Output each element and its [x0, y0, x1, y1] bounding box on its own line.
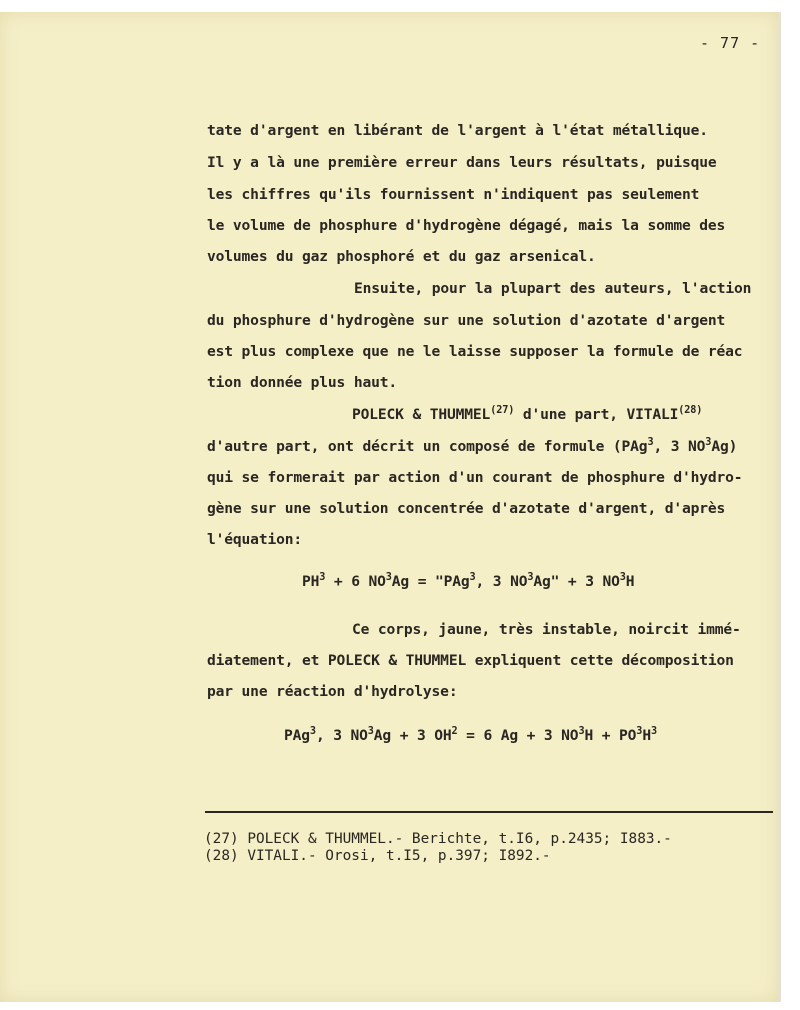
text-line: l'équation:: [207, 531, 302, 548]
text-line: Il y a là une première erreur dans leurs résultats, puisque: [207, 154, 717, 171]
footnote: (27) POLECK & THUMMEL.- Berichte, t.I6, p.2435; I883.-: [204, 831, 672, 847]
text-span: , 3 NO: [653, 438, 706, 455]
text-line: diatement, et POLECK & THUMMEL expliquent cette décomposition: [207, 652, 734, 669]
author-names: POLECK & THUMMEL: [352, 406, 491, 423]
superscript: 2: [451, 726, 458, 738]
eq-part: Ag = "PAg: [391, 573, 470, 590]
eq-part: H + PO: [584, 727, 637, 744]
eq-part: H: [642, 727, 651, 744]
text-line: le volume de phosphure d'hydrogène dégagé, mais la somme des: [207, 217, 726, 234]
eq-part: + 6 NO: [325, 573, 386, 590]
text-line: du phosphure d'hydrogène sur une solution d'azotate d'argent: [207, 312, 726, 329]
superscript: 3: [527, 572, 534, 584]
reference-28: (28): [678, 405, 703, 417]
text-line: gène sur une solution concentrée d'azotate d'argent, d'après: [207, 500, 726, 517]
footnote: (28) VITALI.- Orosi, t.I5, p.397; I892.-: [204, 848, 551, 864]
footnote-rule: [205, 811, 773, 813]
eq-part: PH: [302, 573, 320, 590]
superscript: 3: [367, 726, 374, 738]
text-line: par une réaction d'hydrolyse:: [207, 683, 458, 700]
eq-part: , 3 NO: [475, 573, 528, 590]
superscript: 3: [469, 572, 476, 584]
eq-part: PAg: [284, 727, 310, 744]
equation-2: [284, 727, 657, 744]
text-line: tate d'argent en libérant de l'argent à l'état métallique.: [207, 122, 708, 139]
eq-part: H: [625, 573, 635, 590]
equation-1: [302, 573, 634, 590]
eq-part: Ag + 3 OH: [373, 727, 452, 744]
superscript: 3: [319, 572, 326, 584]
text-span: d'une part, VITALI: [522, 406, 679, 423]
superscript: 3: [619, 572, 626, 584]
superscript: 3: [578, 726, 585, 738]
page-number: - 77 -: [700, 34, 761, 52]
text-line-poleck: [352, 405, 800, 425]
reference-27: (27): [490, 405, 515, 417]
eq-part: = 6 Ag + 3 NO: [457, 727, 579, 744]
text-line: les chiffres qu'ils fournissent n'indiquent pas seulement: [207, 186, 700, 203]
superscript: 3: [309, 726, 316, 738]
superscript: 3: [705, 437, 712, 449]
text-line: tion donnée plus haut.: [207, 374, 397, 391]
superscript: 3: [650, 726, 657, 738]
text-span: Ag): [711, 438, 738, 455]
superscript: 3: [385, 572, 392, 584]
sheet-edge: [778, 12, 781, 1002]
text-span: d'autre part, ont décrit un composé de formule (PAg: [207, 438, 648, 455]
text-line: est plus complexe que ne le laisse supposer la formule de réac: [207, 343, 743, 360]
superscript: 3: [636, 726, 643, 738]
eq-part: , 3 NO: [315, 727, 368, 744]
text-line: Ensuite, pour la plupart des auteurs, l'action: [354, 280, 752, 297]
superscript: 3: [647, 437, 654, 449]
text-line: Ce corps, jaune, très instable, noircit immé-: [352, 621, 741, 638]
text-line-formula: [207, 437, 777, 457]
text-line: volumes du gaz phosphoré et du gaz arsenical.: [207, 248, 596, 265]
text-line: qui se formerait par action d'un courant de phosphure d'hydro-: [207, 469, 743, 486]
eq-part: Ag" + 3 NO: [533, 573, 620, 590]
